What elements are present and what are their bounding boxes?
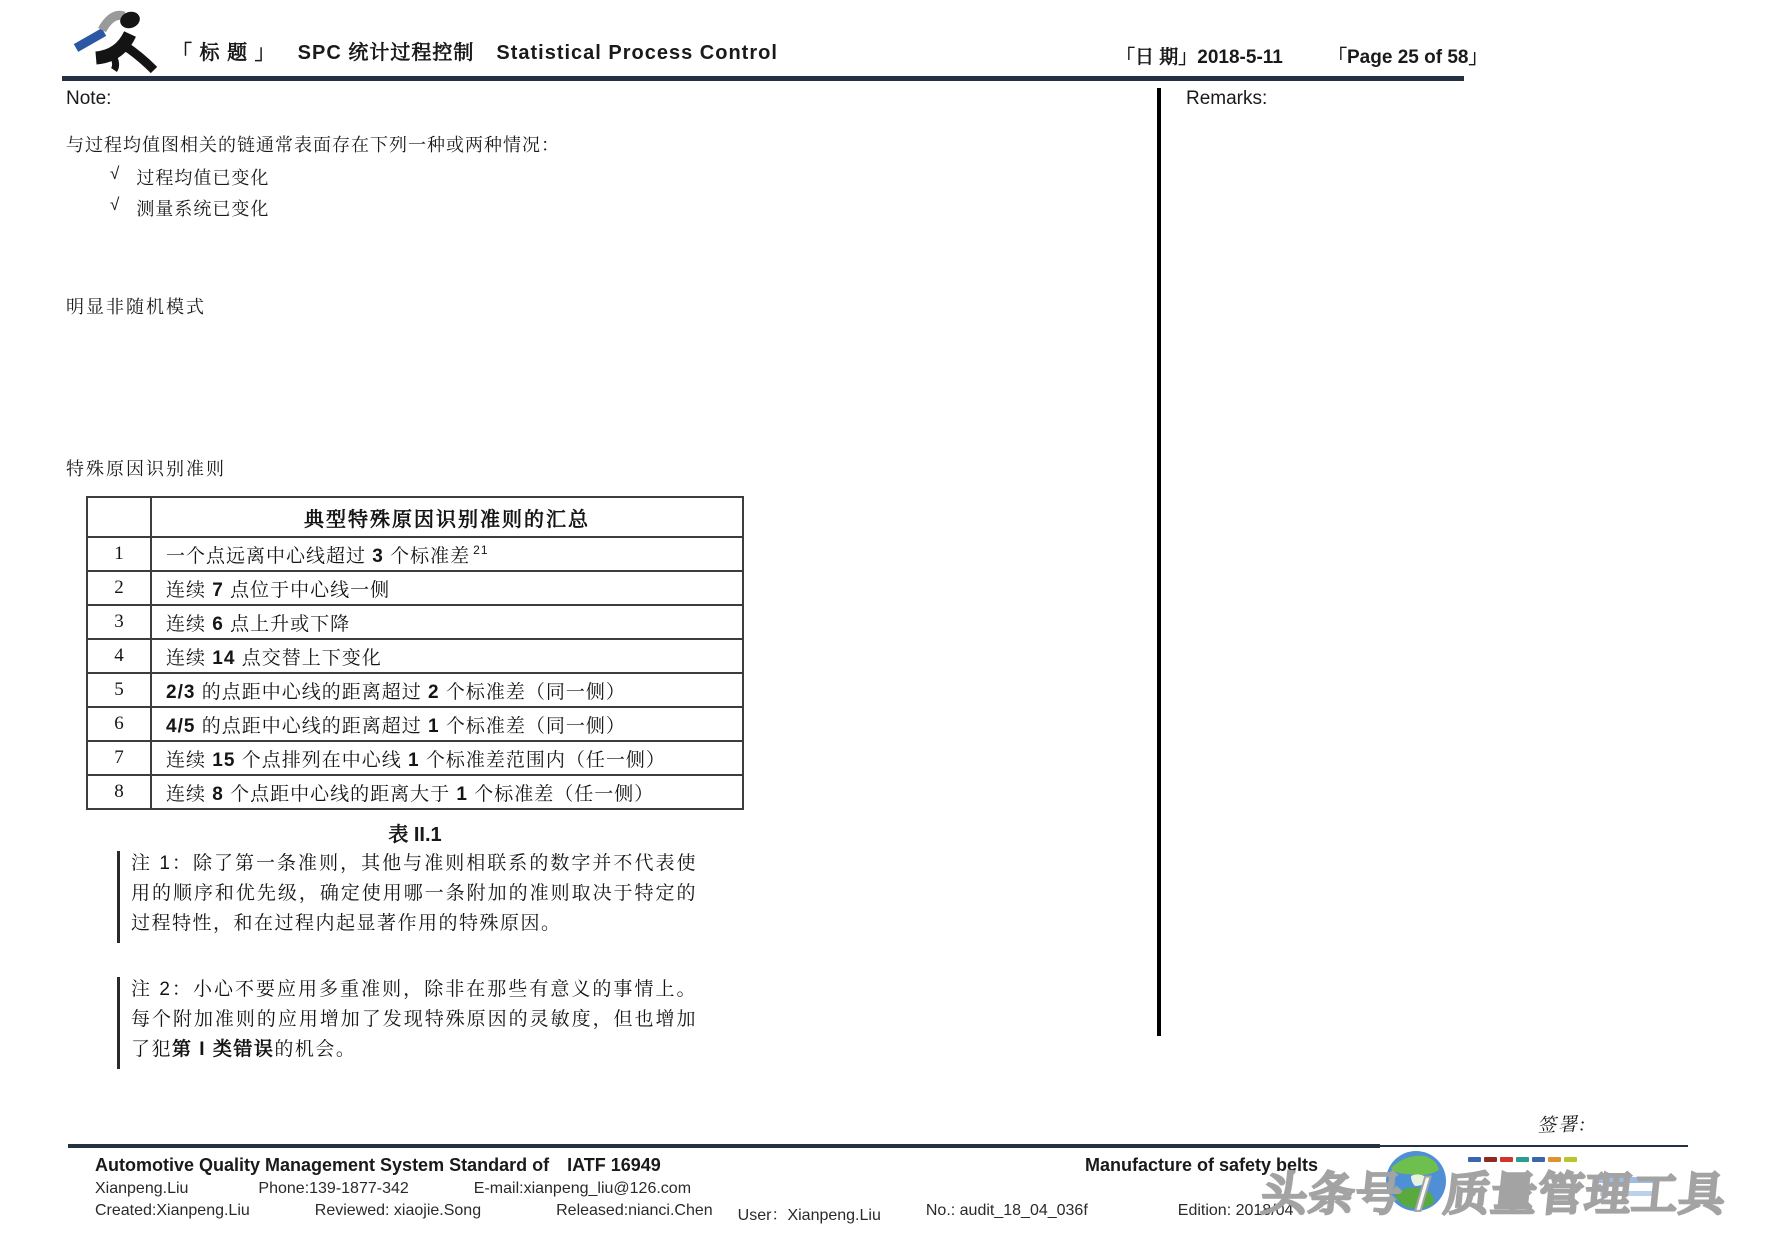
title-bracket: 「 标 题 」 xyxy=(172,42,276,64)
table-row xyxy=(87,741,743,775)
bullet-text: 过程均值已变化 xyxy=(136,168,270,188)
table-row xyxy=(87,571,743,605)
table-row xyxy=(87,673,743,707)
row-number: 5 xyxy=(87,673,151,707)
header-page-number: 「Page 25 of 58」 xyxy=(1328,47,1488,68)
table-row xyxy=(87,537,743,571)
bullet-item xyxy=(110,164,269,190)
criteria-table xyxy=(86,496,744,810)
meta-created: Created:Xianpeng.Liu xyxy=(95,1202,250,1219)
footer-contact-row xyxy=(95,1180,691,1198)
table-header-row xyxy=(87,497,743,537)
meta-reviewed: Reviewed: xiaojie.Song xyxy=(314,1202,482,1219)
row-number: 6 xyxy=(87,707,151,741)
footer-rule-thin xyxy=(1380,1145,1688,1147)
footer-rule xyxy=(68,1144,1380,1148)
title-chinese: SPC 统计过程控制 xyxy=(297,42,475,64)
table-row xyxy=(87,707,743,741)
note2-text: 注 2：小心不要应用多重准则，除非在那些有意义的事情上。每个附加准则的应用增加了发现特殊原因的灵敏度，但也增加了犯第 I 类错误的机会。 xyxy=(131,979,697,1060)
row-number: 1 xyxy=(87,537,151,571)
check-icon: √ xyxy=(110,164,121,183)
criteria-heading: 特殊原因识别准则 xyxy=(66,459,226,479)
row-number: 4 xyxy=(87,639,151,673)
table-caption: 表 II.1 xyxy=(388,824,442,846)
header-title-row xyxy=(172,36,778,65)
footer-product-line: Manufacture of safety belts xyxy=(1085,1155,1319,1175)
row-criteria: 连续 7 点位于中心线一侧 xyxy=(151,571,743,605)
note1-side-bar xyxy=(117,851,120,943)
contact-name: Xianpeng.Liu xyxy=(95,1180,189,1197)
table-row xyxy=(87,639,743,673)
bullet-item xyxy=(110,195,269,221)
row-number: 8 xyxy=(87,775,151,809)
title-english: Statistical Process Control xyxy=(496,42,778,64)
column-divider xyxy=(1157,88,1161,1036)
org-standard: IATF 16949 xyxy=(567,1155,661,1175)
header-date: 「日 期」2018-5-11 xyxy=(1116,47,1283,68)
note1-text: 注 1：除了第一条准则，其他与准则相联系的数字并不代表使用的顺序和优先级，确定使用哪一条附加的准则取决于特定的过程特性，和在过程内起显著作用的特殊原因。 xyxy=(131,853,697,934)
company-logo-icon xyxy=(62,8,180,74)
org-name: Automotive Quality Management System Standard of xyxy=(95,1155,550,1175)
row-criteria: 4/5 的点距中心线的距离超过 1 个标准差（同一侧） xyxy=(151,707,743,741)
remarks-label: Remarks: xyxy=(1186,88,1268,109)
meta-released: Released:nianci.Chen xyxy=(556,1202,713,1219)
note-label: Note: xyxy=(66,88,112,109)
bullet-text: 测量系统已变化 xyxy=(136,199,270,219)
pattern-heading: 明显非随机模式 xyxy=(66,297,206,317)
row-criteria: 连续 6 点上升或下降 xyxy=(151,605,743,639)
meta-edition: Edition: 2018/04 xyxy=(1177,1202,1294,1219)
meta-user: User：Xianpeng.Liu xyxy=(737,1207,881,1224)
contact-email: E-mail:xianpeng_liu@126.com xyxy=(473,1180,692,1197)
row-criteria: 2/3 的点距中心线的距离超过 2 个标准差（同一侧） xyxy=(151,673,743,707)
table-title: 典型特殊原因识别准则的汇总 xyxy=(151,497,743,537)
table-row xyxy=(87,775,743,809)
row-criteria: 连续 8 个点距中心线的距离大于 1 个标准差（任一侧） xyxy=(151,775,743,809)
header-empty-cell xyxy=(87,497,151,537)
row-number: 7 xyxy=(87,741,151,775)
table-row xyxy=(87,605,743,639)
row-criteria: 连续 14 点交替上下变化 xyxy=(151,639,743,673)
footer-org-line xyxy=(95,1155,661,1176)
meta-doc-number: No.: audit_18_04_036f xyxy=(925,1202,1088,1219)
watermark-text: 头条号 / 质量管理工具 xyxy=(1258,1168,1729,1220)
row-number: 2 xyxy=(87,571,151,605)
check-icon: √ xyxy=(110,195,121,214)
row-criteria: 一个点远离中心线超过 3 个标准差 $^{21}$ xyxy=(151,537,743,571)
note2-side-bar xyxy=(117,977,120,1069)
header-rule xyxy=(62,76,1464,81)
signature-label: 签署: xyxy=(1536,1114,1588,1137)
criteria-table-body xyxy=(87,537,743,809)
contact-phone: Phone:139-1877-342 xyxy=(258,1180,409,1197)
footer-meta-row xyxy=(95,1202,1293,1225)
intro-paragraph: 与过程均值图相关的链通常表面存在下列一种或两种情况： xyxy=(66,135,560,155)
row-criteria: 连续 15 个点排列在中心线 1 个标准差范围内（任一侧） xyxy=(151,741,743,775)
row-number: 3 xyxy=(87,605,151,639)
